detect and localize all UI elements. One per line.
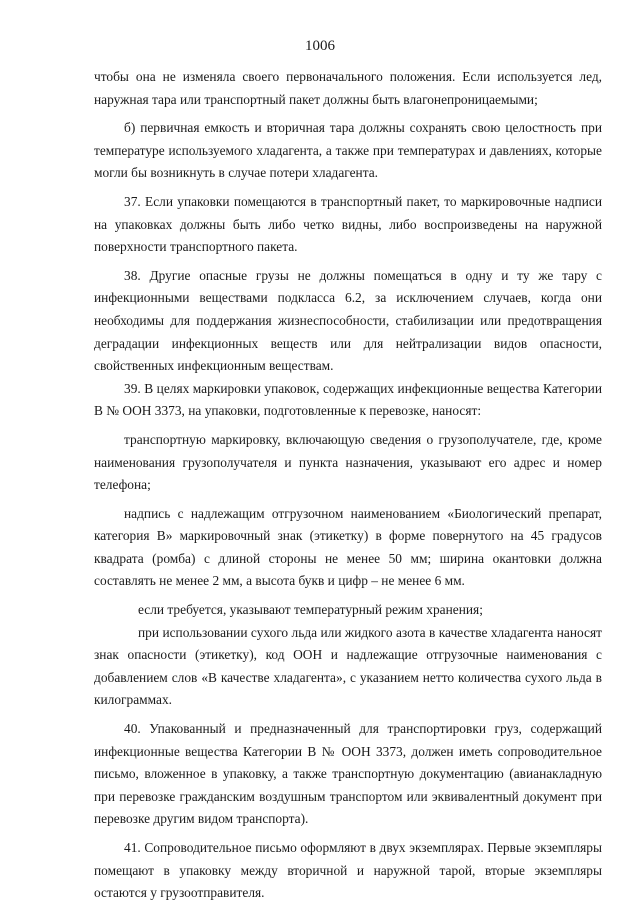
paragraph-item-b: б) первичная емкость и вторичная тара должны сохранять свою целостность при температуре используемого хладагента, а также при температурах и давлениях, которые могли бы возникнуть в случае потери хладагента.	[94, 120, 602, 181]
paragraph-39-transport-marking: транспортную маркировку, включающую сведения о грузополучателе, где, кроме наименования грузополучателя и пункта назначения, указывают его адрес и номер телефона;	[94, 431, 602, 493]
paragraph-39-temperature: если требуется, указывают температурный режим хранения;	[138, 602, 483, 618]
page-number: 1006	[305, 38, 335, 54]
paragraph-39-coolant: при использовании сухого льда или жидкого азота в качестве хладагента наносят знак опасности (этикетку), код ООН и надлежащие отгрузочные наименования с добавлением слов «В качестве хладагента», с указанием нетто количества сухого льда в килограммах.	[94, 624, 602, 708]
paragraph-37: 37. Если упаковки помещаются в транспортный пакет, то маркировочные надписи на упаковках должны быть либо четко видны, либо воспроизведены на наружной поверхности транспортного пакета.	[94, 193, 602, 255]
paragraph-39-label: надпись с надлежащим отгрузочном наименованием «Биологический препарат, категория В» маркировочный знак (этикетку) в форме повернутого на 45 градусов квадрата (ромба) с длиной стороны не менее 50 мм; ширина окантовки должна составлять не менее 2 мм, а высота букв и цифр – не менее 6 мм.	[94, 505, 602, 589]
document-body	[94, 66, 602, 905]
paragraph-41: 41. Сопроводительное письмо оформляют в двух экземплярах. Первые экземпляры помещают в упаковку между вторичной и наружной тарой, вторые экземпляры остаются у грузоотправителя.	[94, 840, 602, 901]
paragraph-continuation: чтобы она не изменяла своего первоначального положения. Если используется лед, наружная тара или транспортный пакет должны быть влагонепроницаемыми;	[94, 69, 602, 107]
paragraph-38: 38. Другие опасные грузы не должны помещаться в одну и ту же тару с инфекционными веществами подкласса 6.2, за исключением случаев, когда они необходимы для поддержания жизнеспособности, стабилизации или предотвращения деградации инфекционных веществ или для нейтрализации видов опасности, свойственных инфекционным веществам.	[94, 267, 602, 374]
paragraph-39: 39. В целях маркировки упаковок, содержащих инфекционные вещества Категории В № ООН 3373, на упаковки, подготовленные к перевозке, наносят:	[94, 380, 602, 419]
paragraph-40: 40. Упакованный и предназначенный для транспортировки груз, содержащий инфекционные вещества Категории В № ООН 3373, должен иметь сопроводительное письмо, вложенное в упаковку, а также транспортную документацию (авианакладную при перевозке гражданским воздушным транспортом или эквивалентный документ при перевозке другим видом транспорта).	[94, 721, 602, 827]
